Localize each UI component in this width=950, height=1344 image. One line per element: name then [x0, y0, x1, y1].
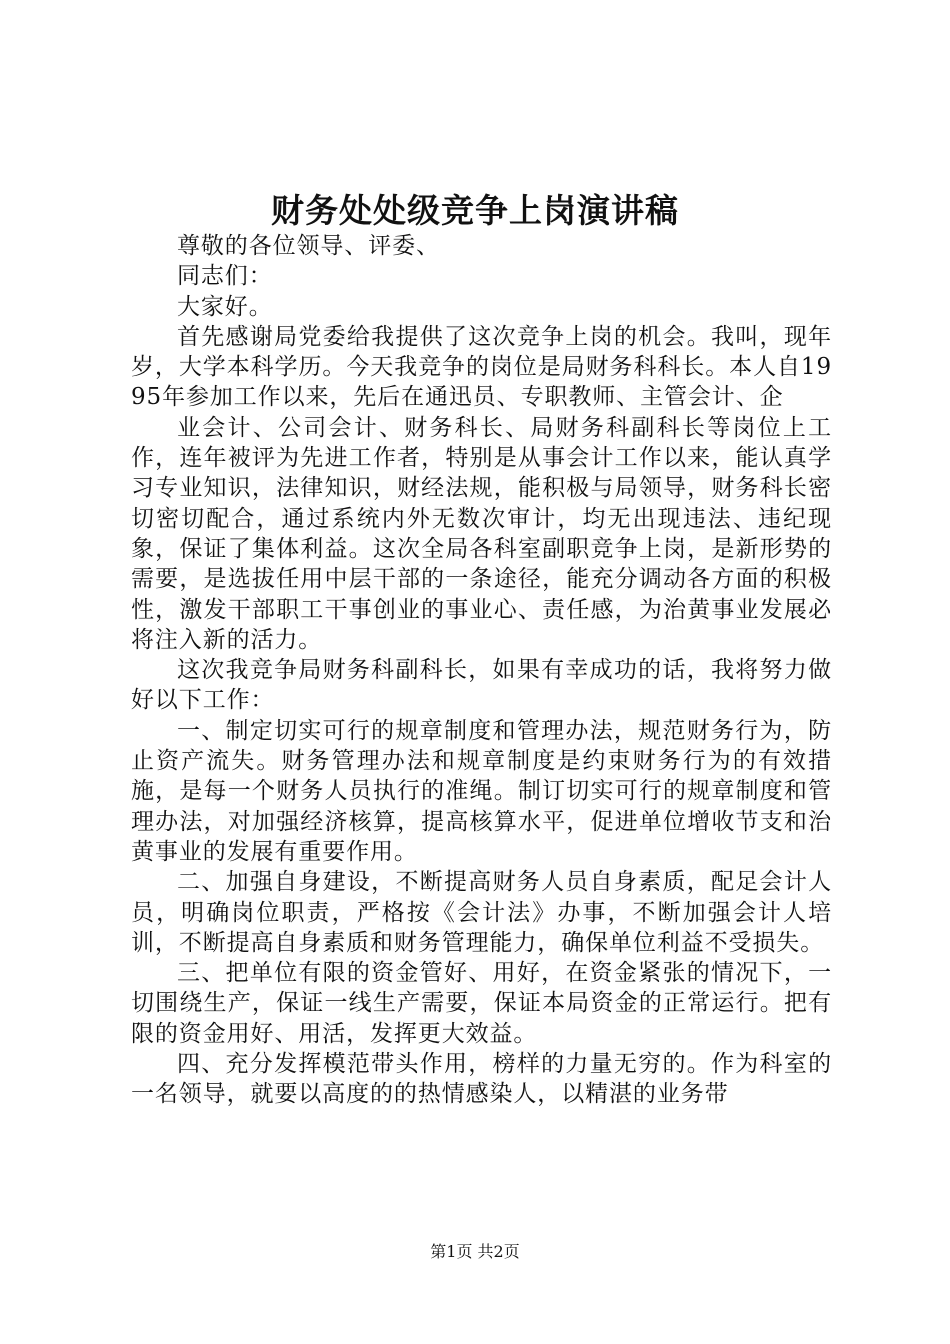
paragraph-point-1: 一、制定切实可行的规章制度和管理办法，规范财务行为，防止资产流失。财务管理办法和规章制度是约束财务行为的有效措施，是每一个财务人员执行的准绳。制订切实可行的规章制度和管理办法，对加强经济核算，提高核算水平，促进单位增收节支和治黄事业的发展有重要作用。 [131, 717, 832, 865]
page-number-footer: 第1页 共2页 [430, 1242, 520, 1261]
paragraph-point-3: 三、把单位有限的资金管好、用好，在资金紧张的情况下，一切围绕生产，保证一线生产需要，保证本局资金的正常运行。把有限的资金用好、用活，发挥更大效益。 [131, 960, 832, 1047]
paragraph-introduction: 首先感谢局党委给我提供了这次竞争上岗的机会。我叫，现年岁，大学本科学历。今天我竞争的岗位是局财务科科长。本人自1995年参加工作以来，先后在通迅员、专职教师、主管会计、企 [131, 323, 832, 411]
salutation-line-1: 尊敬的各位领导、评委、 [177, 233, 440, 259]
paragraph-plan-intro: 这次我竞争局财务科副科长，如果有幸成功的话，我将努力做好以下工作： [131, 657, 832, 714]
salutation-line-2: 同志们： [177, 263, 273, 290]
greeting: 大家好。 [177, 293, 273, 320]
paragraph-experience: 业会计、公司会计、财务科长、局财务科副科长等岗位上工作，连年被评为先进工作者，特别是从事会计工作以来，能认真学习专业知识，法律知识，财经法规，能积极与局领导，财务科长密切密切配合，通过系统内外无数次审计，均无出现违法、违纪现象，保证了集体利益。这次全局各科室副职竞争上岗，是新形势的需要，是选拔任用中层干部的一条途径，能充分调动各方面的积极性，激发干部职工干事创业的事业心、责任感，为治黄事业发展必将注入新的活力。 [131, 414, 832, 653]
paragraph-point-4: 四、充分发挥模范带头作用，榜样的力量无穷的。作为科室的一名领导，就要以高度的的热情感染人，以精湛的业务带 [131, 1051, 832, 1108]
document-body [131, 231, 832, 1110]
document-title: 财务处处级竞争上岗演讲稿 [271, 191, 679, 230]
paragraph-point-2: 二、加强自身建设，不断提高财务人员自身素质，配足会计人员，明确岗位职责，严格按《会计法》办事，不断加强会计人培训，不断提高自身素质和财务管理能力，确保单位利益不受损失。 [131, 869, 832, 956]
